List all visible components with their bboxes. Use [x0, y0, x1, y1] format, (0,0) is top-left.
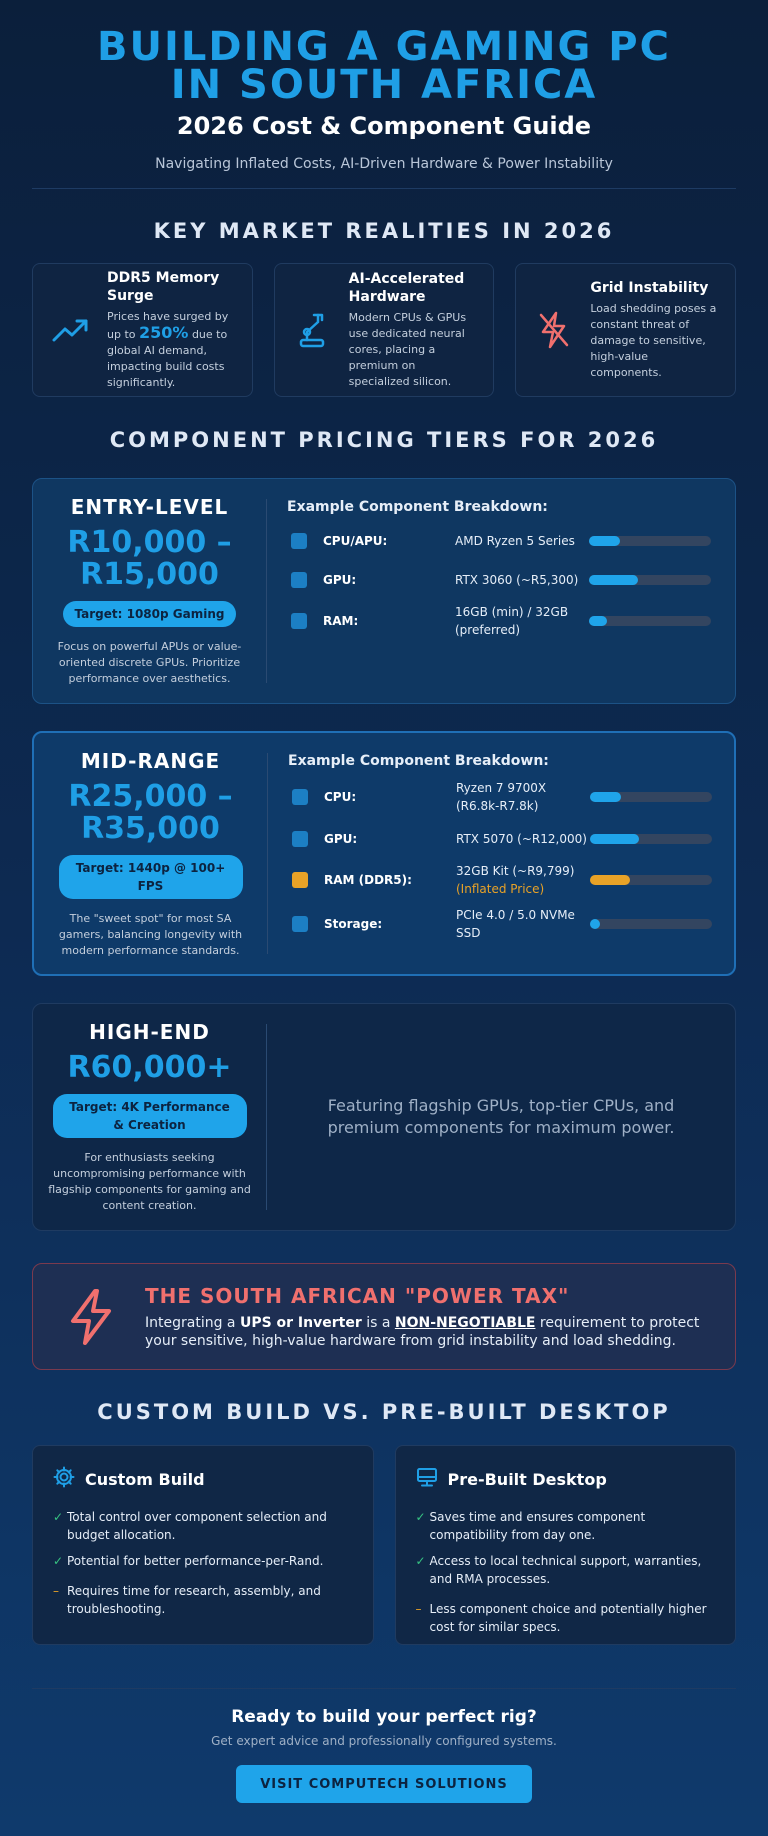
tier-feature-text: Featuring flagship GPUs, top-tier CPUs, and premium components for maximum power. [327, 1096, 675, 1137]
component-row [287, 603, 715, 639]
component-bar [589, 575, 711, 585]
gpu-icon [291, 572, 307, 588]
market-cards [32, 263, 736, 397]
cpu-icon [292, 789, 308, 805]
inflated-price-note: (Inflated Price) [456, 882, 545, 896]
tier-target-badge: Target: 1440p @ 100+ FPS [59, 855, 243, 899]
tier-price: R60,000+ [67, 1050, 232, 1085]
component-label: RAM: [323, 614, 359, 628]
gear-icon [53, 1466, 75, 1492]
compare-card-custom [32, 1445, 374, 1645]
breakdown-title: Example Component Breakdown: [287, 499, 548, 515]
tier-card-entry [32, 478, 736, 704]
market-card-ddr5 [32, 263, 253, 397]
component-bar [590, 834, 712, 844]
tier-target-badge: Target: 4K Performance & Creation [53, 1094, 247, 1138]
compare-card-prebuilt [395, 1445, 737, 1645]
trending-up-icon [49, 308, 93, 352]
robot-arm-icon [291, 308, 335, 352]
tier-card-high [32, 1003, 736, 1231]
component-row [288, 779, 714, 815]
tier-target-badge: Target: 1080p Gaming [63, 601, 237, 627]
tiers-heading: COMPONENT PRICING TIERS FOR 2026 [109, 428, 659, 452]
storage-icon [292, 916, 308, 932]
component-row [287, 564, 715, 595]
market-card-ai-hardware [274, 263, 495, 397]
tier-name: HIGH-END [89, 1020, 210, 1044]
list-item: ✓ Potential for better performance-per-Rand. [53, 1554, 324, 1568]
component-label: Storage: [324, 917, 383, 931]
divider [32, 1688, 736, 1689]
minus-icon: – [53, 1584, 59, 1598]
tier-name: MID-RANGE [80, 748, 221, 773]
lightning-icon [61, 1287, 121, 1347]
check-icon: ✓ [53, 1510, 64, 1524]
minus-icon: – [415, 1602, 422, 1616]
tier-price: R25,000 – R35,000 [68, 778, 233, 846]
compare-cards [32, 1445, 736, 1645]
compare-heading: CUSTOM BUILD VS. PRE-BUILT DESKTOP [97, 1400, 671, 1424]
component-label: GPU: [323, 572, 357, 587]
component-bar [590, 919, 712, 929]
component-value: RTX 3060 (~R5,300) [455, 572, 579, 587]
component-row [287, 525, 715, 556]
market-heading: KEY MARKET REALITIES IN 2026 [153, 219, 615, 243]
component-value: Ryzen 7 9700X (R6.8k-R7.8k) [456, 781, 547, 813]
component-bar [590, 875, 712, 885]
component-bar [589, 616, 711, 626]
percentage-highlight: 250% [139, 323, 189, 342]
power-tax-title: THE SOUTH AFRICAN "POWER TAX" [145, 1283, 570, 1308]
market-card-title: AI-Accelerated Hardware [348, 271, 465, 305]
tier-price: R10,000 – R15,000 [67, 525, 232, 592]
tier-name: ENTRY-LEVEL [70, 495, 229, 519]
breakdown-title: Example Component Breakdown: [288, 753, 549, 769]
component-label: CPU: [324, 790, 357, 804]
ram-icon [291, 613, 307, 629]
check-icon: ✓ [53, 1554, 64, 1568]
divider [32, 188, 736, 189]
hero-title: BUILDING A GAMING PC IN SOUTH AFRICA [97, 24, 671, 108]
component-bar [590, 792, 712, 802]
list-item: – Less component choice and potentially higher cost for similar specs. [415, 1602, 707, 1634]
tier-card-mid [32, 731, 736, 976]
component-value: 32GB Kit (~R9,799) (Inflated Price) [456, 864, 575, 896]
component-value: PCIe 4.0 / 5.0 NVMe SSD [456, 908, 575, 940]
component-label: RAM (DDR5): [324, 873, 412, 887]
market-card-text: Load shedding poses a constant threat of damage to sensitive, high-value components. [590, 302, 717, 379]
component-row [288, 862, 714, 898]
component-row [288, 906, 714, 942]
market-card-title: Grid Instability [590, 280, 709, 296]
hero-subtitle: 2026 Cost & Component Guide [176, 112, 592, 140]
market-card-text: Prices have surged by up to 250% due to global AI demand, impacting build costs significantly. [107, 310, 229, 389]
component-row [288, 823, 714, 854]
list-item: ✓ Saves time and ensures component compatibility from day one. [415, 1510, 646, 1542]
compare-card-title: Pre-Built Desktop [447, 1469, 607, 1489]
visit-computech-button[interactable]: VISIT COMPUTECH SOLUTIONS [236, 1765, 532, 1803]
market-card-title: DDR5 Memory Surge [107, 270, 220, 304]
cta-title: Ready to build your perfect rig? [231, 1707, 537, 1727]
ram-icon [292, 872, 308, 888]
cpu-icon [291, 533, 307, 549]
component-bar [589, 536, 711, 546]
tier-description: For enthusiasts seeking uncompromising performance with flagship components for gaming and content creation. [48, 1151, 251, 1212]
check-icon: ✓ [415, 1554, 426, 1568]
hero-tagline: Navigating Inflated Costs, AI-Driven Hardware & Power Instability [155, 156, 613, 172]
component-value: 16GB (min) / 32GB (preferred) [455, 605, 569, 637]
gpu-icon [292, 831, 308, 847]
component-label: GPU: [324, 831, 358, 846]
power-tax-text: Integrating a UPS or Inverter is a NON-NEGOTIABLE requirement to protect your sensitive, high-value hardware from grid instability and load shedding. [145, 1314, 700, 1349]
tier-description: Focus on powerful APUs or value-oriented discrete GPUs. Prioritize performance over aesthetics. [57, 640, 242, 685]
list-item: ✓ Total control over component selection and budget allocation. [53, 1510, 327, 1542]
list-item: ✓ Access to local technical support, warranties, and RMA processes. [415, 1554, 702, 1586]
list-item: – Requires time for research, assembly, and troubleshooting. [53, 1584, 321, 1616]
compare-card-title: Custom Build [85, 1469, 205, 1489]
component-value: RTX 5070 (~R12,000) [456, 831, 587, 846]
cta-subtitle: Get expert advice and professionally configured systems. [211, 1734, 557, 1748]
tier-description: The "sweet spot" for most SA gamers, balancing longevity with modern performance standards. [58, 911, 243, 957]
market-card-text: Modern CPUs & GPUs use dedicated neural cores, placing a premium on specialized silicon. [348, 311, 467, 388]
market-card-grid [515, 263, 736, 397]
component-label: CPU/APU: [323, 533, 388, 548]
lightning-off-icon [532, 308, 576, 352]
check-icon: ✓ [415, 1510, 426, 1524]
component-value: AMD Ryzen 5 Series [455, 533, 575, 548]
power-tax-callout [32, 1263, 736, 1370]
monitor-icon [416, 1466, 438, 1492]
